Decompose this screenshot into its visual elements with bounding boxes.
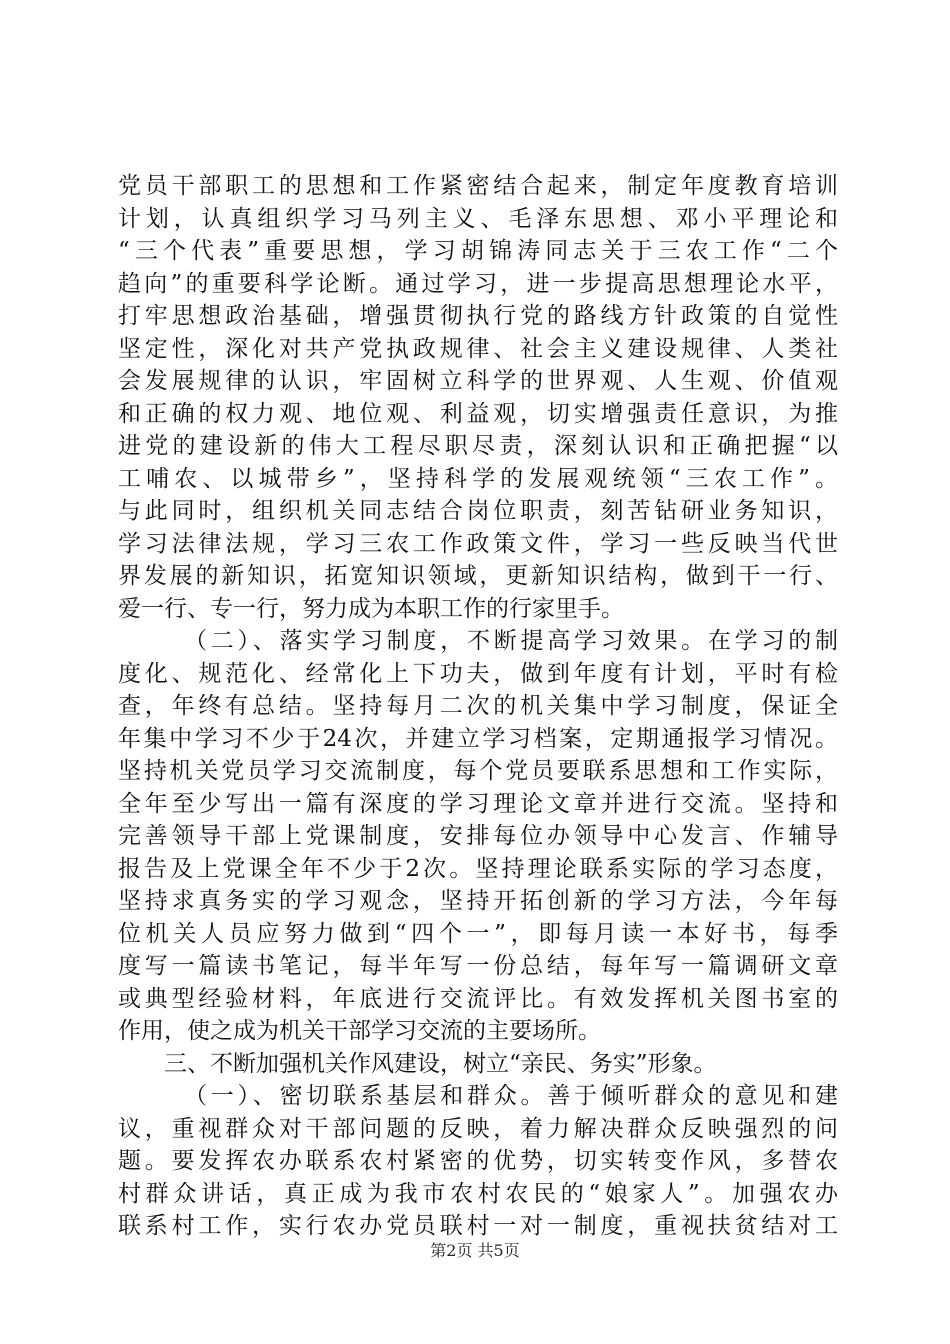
body-line: 位机关人员应努力做到“四个一”，即每月读一本好书，每季 bbox=[118, 920, 838, 947]
body-line: 作用，使之成为机关干部学习交流的主要场所。 bbox=[118, 1018, 601, 1044]
body-line: 趋向”的重要科学论断。通过学习，进一步提高思想理论水平， bbox=[118, 270, 838, 297]
body-line: 计划，认真组织学习马列主义、毛泽东思想、邓小平理论和 bbox=[118, 205, 838, 232]
section-heading-line: （二）、落实学习制度，不断提高学习效果。在学习的制 bbox=[184, 628, 838, 654]
body-line: 坚持求真务实的学习观念，坚持开拓创新的学习方法，今年每 bbox=[118, 888, 838, 914]
body-line: 和正确的权力观、地位观、利益观，切实增强责任意识，为推 bbox=[118, 400, 838, 427]
section-heading-line: （一）、密切联系基层和群众。善于倾听群众的意见和建 bbox=[184, 1083, 838, 1109]
body-line: 度写一篇读书笔记，每半年写一份总结，每年写一篇调研文章 bbox=[118, 953, 838, 979]
body-line: 报告及上党课全年不少于2次。坚持理论联系实际的学习态度， bbox=[118, 855, 838, 882]
body-line: 题。要发挥农办联系农村紧密的优势，切实转变作风，多替农 bbox=[118, 1148, 838, 1174]
body-line: 与此同时，组织机关同志结合岗位职责，刻苦钻研业务知识， bbox=[118, 498, 838, 524]
document-body bbox=[118, 170, 838, 1243]
body-line: 年集中学习不少于24次，并建立学习档案，定期通报学习情况。 bbox=[118, 725, 838, 752]
body-line: “三个代表”重要思想，学习胡锦涛同志关于三农工作“二个 bbox=[118, 238, 838, 264]
body-line: 党员干部职工的思想和工作紧密结合起来，制定年度教育培训 bbox=[118, 173, 838, 199]
body-line: 界发展的新知识，拓宽知识领域，更新知识结构，做到干一行、 bbox=[118, 563, 838, 589]
body-line: 度化、规范化、经常化上下功夫，做到年度有计划，平时有检 bbox=[118, 660, 838, 687]
body-line: 工哺农、以城带乡”，坚持科学的发展观统领“三农工作”。 bbox=[118, 465, 838, 492]
section-heading-line: 三、不断加强机关作风建设，树立“亲民、务实”形象。 bbox=[164, 1050, 717, 1077]
body-line: 完善领导干部上党课制度，安排每位办领导中心发言、作辅导 bbox=[118, 823, 838, 849]
page-number-footer: 第2页 共5页 bbox=[430, 1241, 520, 1260]
body-line: 或典型经验材料，年底进行交流评比。有效发挥机关图书室的 bbox=[118, 985, 838, 1012]
body-line: 会发展规律的认识，牢固树立科学的世界观、人生观、价值观 bbox=[118, 368, 838, 394]
body-line: 查，年终有总结。坚持每月二次的机关集中学习制度，保证全 bbox=[118, 693, 838, 719]
body-line: 坚定性，深化对共产党执政规律、社会主义建设规律、人类社 bbox=[118, 335, 838, 362]
body-line: 联系村工作，实行农办党员联村一对一制度，重视扶贫结对工 bbox=[118, 1213, 838, 1239]
body-line: 打牢思想政治基础，增强贯彻执行党的路线方针政策的自觉性 bbox=[118, 303, 838, 329]
body-line: 坚持机关党员学习交流制度，每个党员要联系思想和工作实际， bbox=[118, 758, 838, 784]
body-line: 进党的建设新的伟大工程尽职尽责，深刻认识和正确把握“以 bbox=[118, 433, 838, 459]
body-line: 全年至少写出一篇有深度的学习理论文章并进行交流。坚持和 bbox=[118, 790, 838, 817]
body-line: 村群众讲话，真正成为我市农村农民的“娘家人”。加强农办 bbox=[118, 1180, 838, 1207]
body-line: 学习法律法规，学习三农工作政策文件，学习一些反映当代世 bbox=[118, 530, 838, 557]
body-line: 爱一行、专一行，努力成为本职工作的行家里手。 bbox=[118, 595, 624, 622]
body-line: 议，重视群众对干部问题的反映，着力解决群众反映强烈的问 bbox=[118, 1115, 838, 1142]
